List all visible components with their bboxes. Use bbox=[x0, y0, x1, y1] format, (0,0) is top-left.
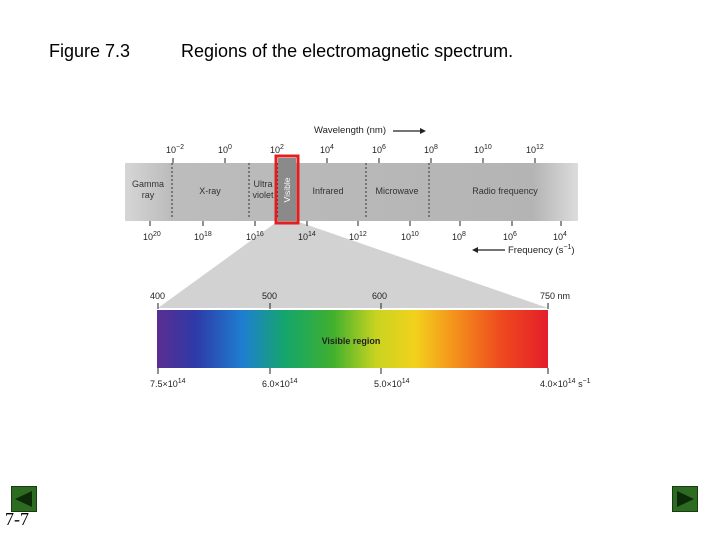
figure-number: Figure 7.3 bbox=[49, 41, 131, 61]
fq-tick-1: $10^{20}$ bbox=[143, 231, 161, 242]
vis-fq-4: $4.0\times 10^{14}$ $s^{-1}$ bbox=[540, 378, 591, 389]
wl-tick-5: $10^6$ bbox=[372, 144, 386, 155]
frequency-tick-marks bbox=[150, 221, 561, 226]
wl-tick-2: $10^0$ bbox=[218, 144, 232, 155]
region-xray: X-ray bbox=[199, 186, 221, 196]
wavelength-arrowhead bbox=[420, 128, 426, 134]
fq-tick-8: $10^6$ bbox=[503, 231, 517, 242]
wl-tick-8: $10^{12}$ bbox=[526, 144, 544, 155]
vis-fq-3: $5.0\times 10^{14}$ bbox=[374, 378, 410, 389]
next-arrow-icon bbox=[673, 487, 697, 511]
vis-wl-750: 750 nm bbox=[540, 291, 571, 301]
fq-tick-4: $10^{14}$ bbox=[298, 231, 316, 242]
wl-tick-3: $10^2$ bbox=[270, 144, 284, 155]
figure-caption: Regions of the electromagnetic spectrum. bbox=[181, 41, 514, 61]
region-radio: Radio frequency bbox=[472, 186, 538, 196]
region-visible: Visible bbox=[282, 177, 292, 203]
vis-wl-500: 500 bbox=[262, 291, 278, 301]
frequency-arrowhead bbox=[472, 247, 478, 253]
fq-tick-7: $10^8$ bbox=[452, 231, 466, 242]
visible-bottom-ticks bbox=[158, 368, 548, 374]
fq-tick-2: $10^{18}$ bbox=[194, 231, 212, 242]
vis-fq-1: $7.5\times 10^{14}$ bbox=[150, 378, 186, 389]
wavelength-tick-labels bbox=[166, 144, 544, 155]
region-microwave: Microwave bbox=[375, 186, 419, 196]
prev-arrow-icon bbox=[12, 487, 36, 511]
fq-tick-6: $10^{10}$ bbox=[401, 231, 419, 242]
vis-fq-2: $6.0\times 10^{14}$ bbox=[262, 378, 298, 389]
wl-tick-1: $10^{-2}$ bbox=[166, 144, 184, 155]
region-infrared: Infrared bbox=[312, 186, 344, 196]
vis-wl-600: 600 bbox=[372, 291, 388, 301]
fq-tick-9: $10^4$ bbox=[553, 231, 567, 242]
wavelength-axis-label: Wavelength (nm) bbox=[314, 125, 386, 136]
wl-tick-7: $10^{10}$ bbox=[474, 144, 492, 155]
page-number: 7-7 bbox=[5, 509, 29, 529]
next-slide-button[interactable] bbox=[672, 486, 698, 512]
wavelength-tick-marks bbox=[173, 158, 535, 163]
visible-frequency-labels bbox=[150, 378, 591, 389]
region-ultraviolet: Ultra violet bbox=[252, 179, 274, 200]
wl-tick-4: $10^4$ bbox=[320, 144, 334, 155]
region-gamma: Gamma ray bbox=[131, 179, 165, 200]
visible-region-label: Visible region bbox=[321, 336, 381, 346]
fq-tick-5: $10^{12}$ bbox=[349, 231, 367, 242]
vis-wl-400: 400 bbox=[150, 291, 166, 301]
frequency-axis-label: Frequency $(s^{-1})$ bbox=[508, 244, 575, 256]
frequency-tick-labels bbox=[143, 231, 567, 242]
wl-tick-6: $10^8$ bbox=[424, 144, 438, 155]
fq-tick-3: $10^{16}$ bbox=[246, 231, 264, 242]
